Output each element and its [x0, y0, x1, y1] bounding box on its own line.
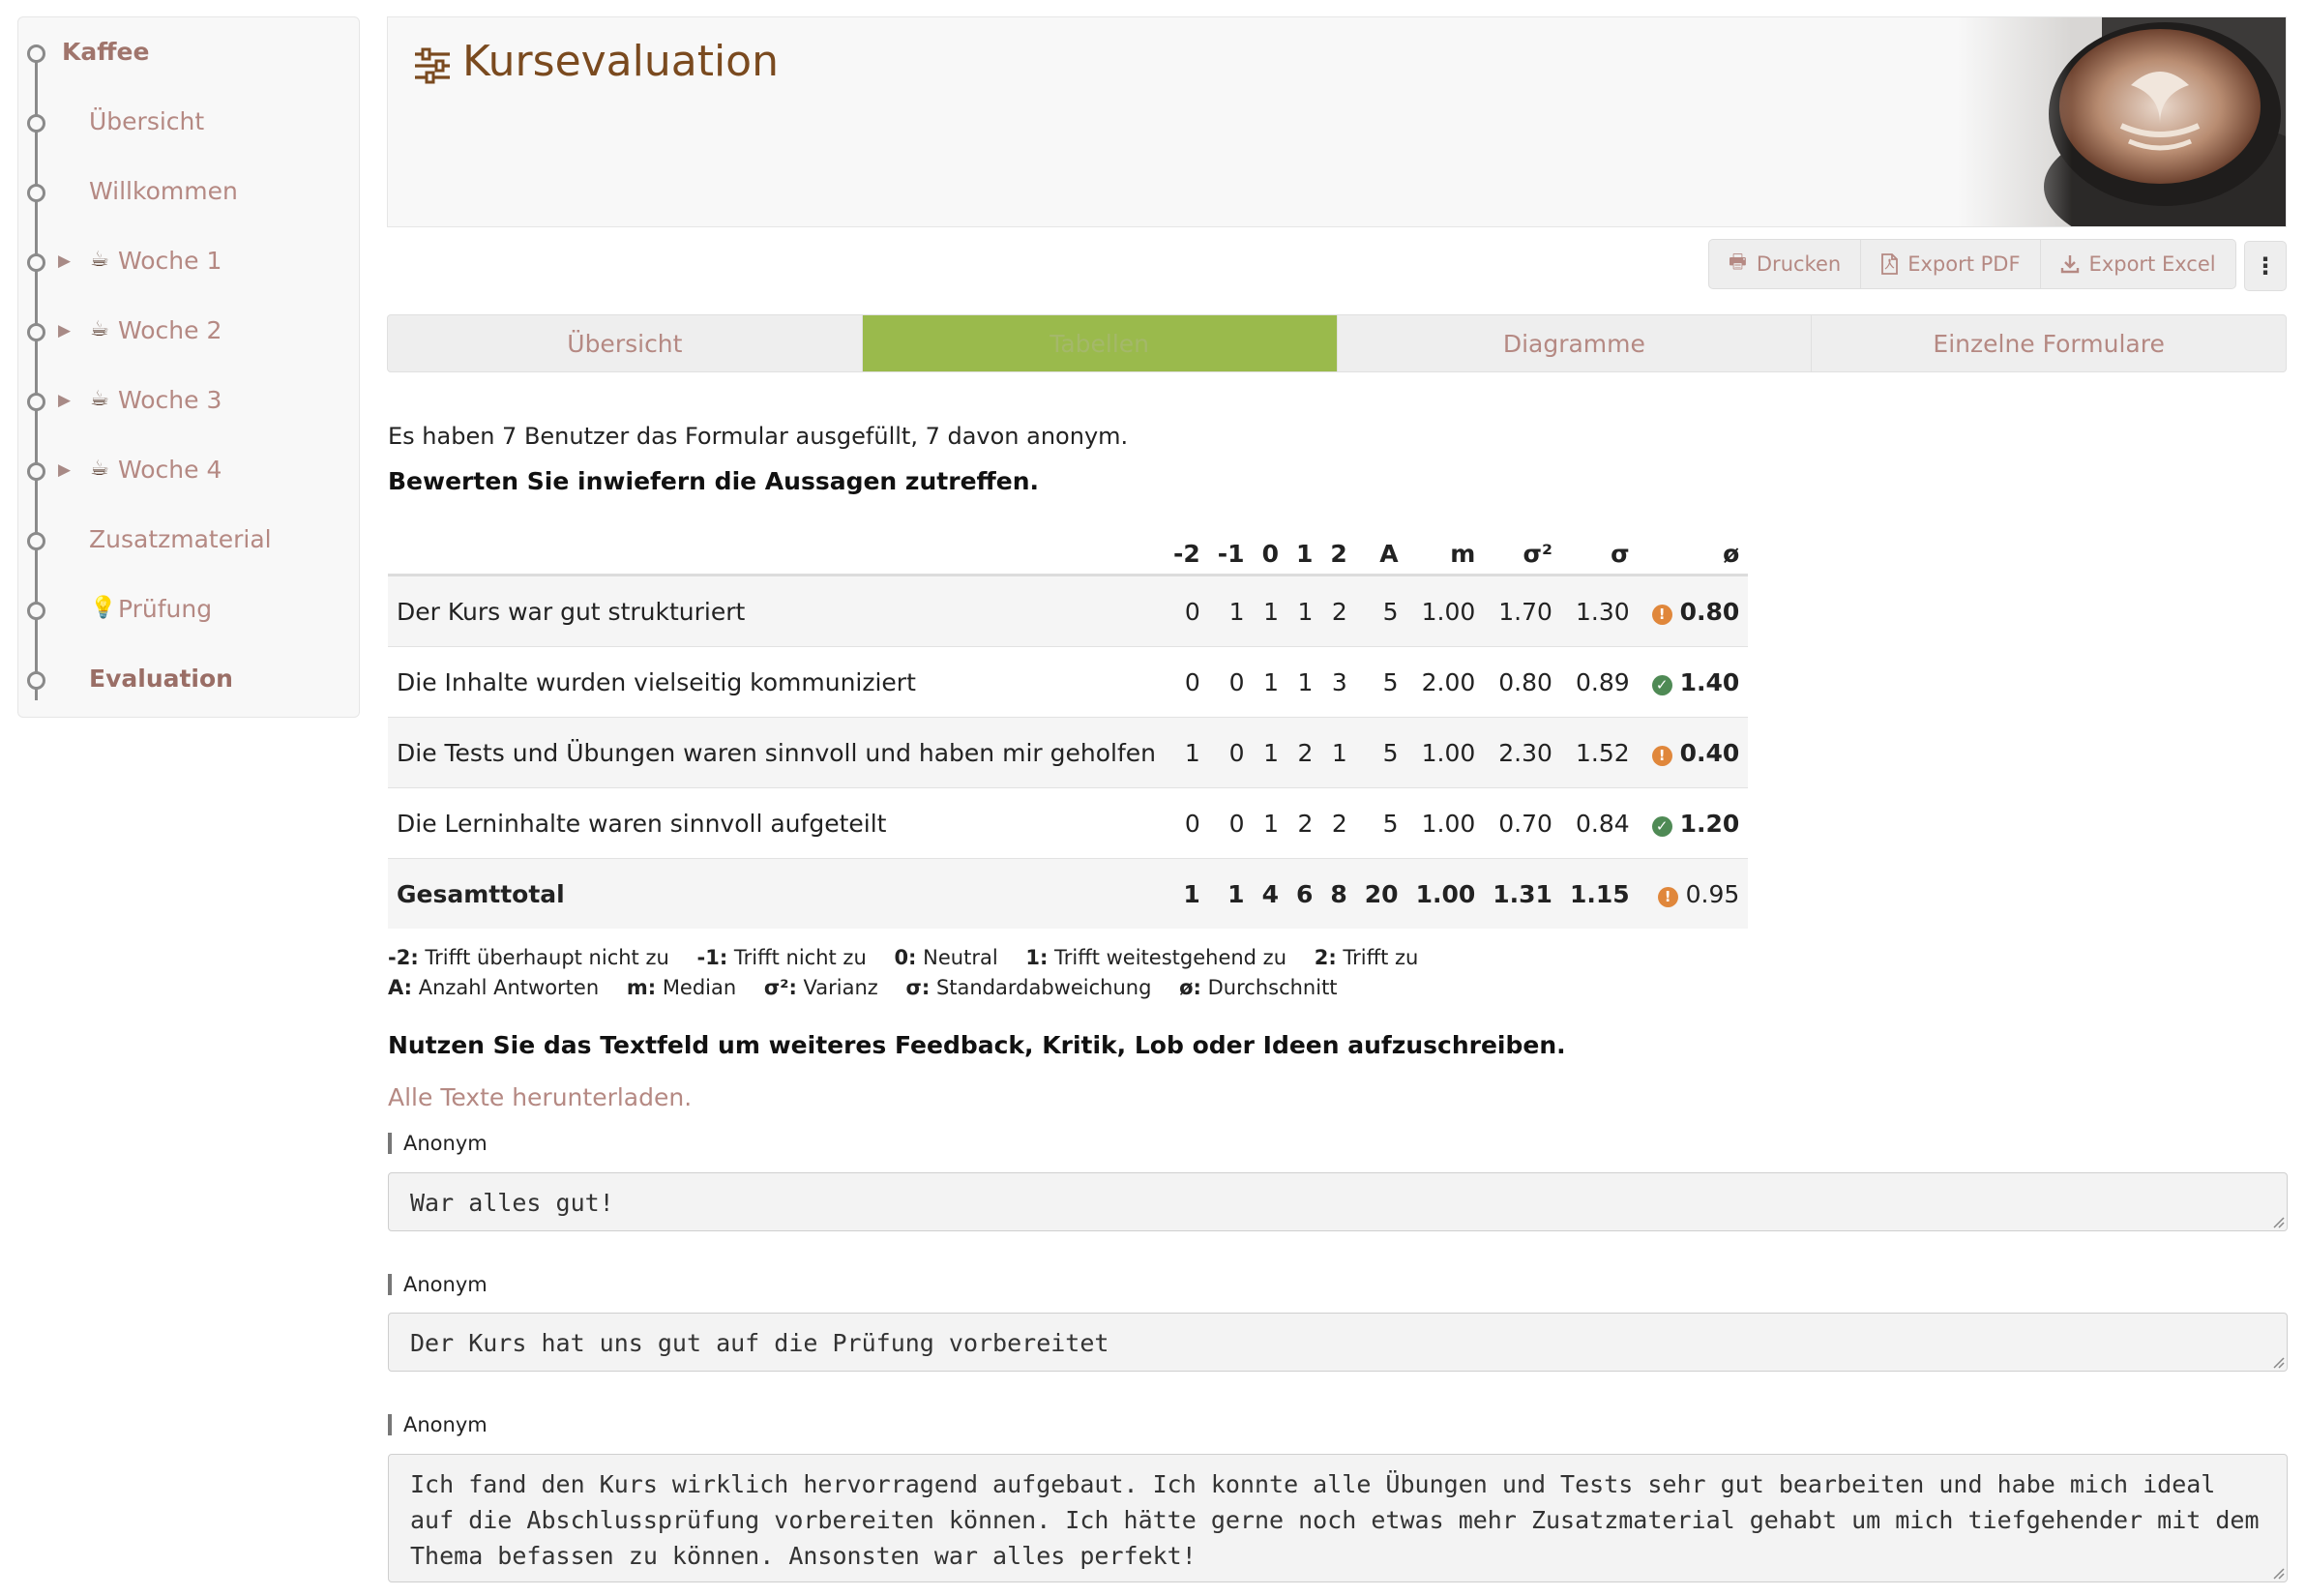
value-cell: 1.00 — [1407, 576, 1485, 647]
feedback-text: War alles gut! — [410, 1189, 614, 1217]
tab-tabellen[interactable]: Tabellen — [863, 314, 1338, 372]
sidebar-item-woche-3[interactable] — [18, 373, 359, 431]
statement-label: Die Lerninhalte waren sinnvoll aufgeteilt — [388, 788, 1165, 859]
sidebar-item-willkommen[interactable] — [18, 164, 359, 222]
average-cell — [1639, 647, 1749, 718]
feedback-textarea[interactable] — [388, 1313, 2288, 1372]
value-cell: 4 — [1254, 859, 1287, 930]
sidebar-item-label[interactable]: Übersicht — [89, 107, 205, 135]
caret-right-icon[interactable]: ▶ — [58, 460, 72, 480]
header-cell: -2 — [1165, 533, 1209, 576]
value-cell: 1 — [1287, 647, 1321, 718]
page-header — [387, 16, 2287, 227]
warning-icon: ! — [1652, 746, 1672, 766]
statement-label: Der Kurs war gut strukturiert — [388, 576, 1165, 647]
header-cell: m — [1407, 533, 1485, 576]
legend-line-stats — [388, 973, 1439, 1003]
value-cell: 1.70 — [1484, 576, 1561, 647]
table-legend — [388, 943, 1439, 1003]
view-tabs — [387, 314, 2287, 372]
page-title: Kursevaluation — [462, 37, 779, 86]
sidebar-item-label[interactable]: Evaluation — [89, 665, 233, 693]
legend-line-scale — [388, 943, 1439, 973]
feedback-author: Anonym — [388, 1414, 488, 1435]
average-value: 1.40 — [1679, 667, 1740, 696]
header-cell: -1 — [1209, 533, 1254, 576]
value-cell: 2 — [1287, 718, 1321, 788]
timeline-dot — [27, 323, 45, 341]
value-cell: 5 — [1356, 788, 1407, 859]
value-cell: 1 — [1321, 718, 1355, 788]
value-cell: 1.15 — [1561, 859, 1639, 930]
feedback-text: Der Kurs hat uns gut auf die Prüfung vorbereitet — [410, 1329, 1109, 1357]
sidebar-item-zusatzmaterial[interactable] — [18, 513, 359, 571]
header-cell: 0 — [1254, 533, 1287, 576]
value-cell: 5 — [1356, 576, 1407, 647]
print-label: Drucken — [1756, 252, 1842, 276]
vertical-ellipsis-icon: ⋮ — [2254, 252, 2277, 280]
header-cell: σ² — [1484, 533, 1561, 576]
coffee-cup-image — [1957, 17, 2286, 226]
value-cell: 1 — [1254, 788, 1287, 859]
average-value: 0.40 — [1679, 738, 1740, 767]
timeline-dot — [27, 184, 45, 202]
average-cell — [1639, 859, 1749, 930]
sidebar-item-label[interactable]: Willkommen — [89, 177, 238, 205]
sidebar-item-label[interactable]: Woche 1 — [118, 247, 222, 275]
timeline-dot — [27, 532, 45, 550]
download-icon — [2060, 254, 2080, 274]
sidebar-item-label[interactable]: Zusatzmaterial — [89, 525, 272, 553]
export-pdf-button[interactable] — [1861, 239, 2040, 289]
sidebar-item-label[interactable]: Prüfung — [118, 595, 213, 623]
feedback-text: Ich fand den Kurs wirklich hervorragend aufgebaut. Ich konnte alle Übungen und Tests sehr gut bearbeiten und habe mich ideal auf die Abschlussprüfung vorbereiten können. Ich hätte gerne noch etwas mehr Zusatzmaterial gehabt um mich tiefgehender mit dem Thema befassen zu können. Ansonsten war alles perfekt! — [410, 1470, 2260, 1570]
timeline-dot — [27, 44, 45, 63]
print-button[interactable] — [1708, 239, 1861, 289]
value-cell: 2.30 — [1484, 718, 1561, 788]
value-cell: 1 — [1209, 859, 1254, 930]
average-value: 0.95 — [1685, 879, 1740, 908]
average-value: 0.80 — [1679, 597, 1740, 626]
legend-item: -1: Trifft nicht zu — [696, 946, 867, 969]
printer-icon: 🖶 — [1729, 250, 1747, 273]
header-cell: ø — [1639, 533, 1749, 576]
value-cell: 1.00 — [1407, 788, 1485, 859]
timeline-dot — [27, 462, 45, 481]
sliders-icon — [413, 46, 452, 85]
tab-uebersicht[interactable]: Übersicht — [387, 314, 863, 372]
value-cell: 0.84 — [1561, 788, 1639, 859]
export-excel-button[interactable] — [2041, 239, 2236, 289]
check-circle-icon: ✓ — [1652, 816, 1672, 837]
course-sidebar — [17, 16, 360, 718]
value-cell: 1.00 — [1407, 859, 1485, 930]
caret-right-icon[interactable]: ▶ — [58, 391, 72, 410]
value-cell: 1 — [1254, 647, 1287, 718]
evaluation-table — [388, 533, 1748, 929]
table-row — [388, 576, 1748, 647]
value-cell: 0 — [1165, 647, 1209, 718]
coffee-cup-icon: ☕ — [90, 457, 109, 481]
value-cell: 5 — [1356, 718, 1407, 788]
coffee-cup-icon: ☕ — [90, 317, 109, 341]
export-toolbar — [1708, 239, 2236, 289]
header-label-cell — [388, 533, 1165, 576]
value-cell: 2 — [1321, 576, 1355, 647]
timeline-dot — [27, 253, 45, 272]
timeline-dot — [27, 602, 45, 620]
header-cell: σ — [1561, 533, 1639, 576]
warning-icon: ! — [1652, 605, 1672, 625]
value-cell: 1 — [1165, 718, 1209, 788]
resize-handle-icon[interactable] — [2271, 1355, 2285, 1369]
value-cell: 1.31 — [1484, 859, 1561, 930]
timeline-dot — [27, 393, 45, 411]
average-value: 1.20 — [1679, 809, 1740, 838]
table-total-row — [388, 859, 1748, 930]
value-cell: 0 — [1209, 647, 1254, 718]
value-cell: 0 — [1165, 576, 1209, 647]
value-cell: 1 — [1254, 576, 1287, 647]
resize-handle-icon[interactable] — [2271, 1215, 2285, 1228]
table-row — [388, 788, 1748, 859]
feedback-textarea[interactable] — [388, 1454, 2288, 1582]
value-cell: 0 — [1209, 718, 1254, 788]
resize-handle-icon[interactable] — [2271, 1566, 2285, 1580]
tab-einzelne-formulare[interactable]: Einzelne Formulare — [1812, 314, 2287, 372]
value-cell: 0.80 — [1484, 647, 1561, 718]
value-cell: 8 — [1321, 859, 1355, 930]
sidebar-item-woche-1[interactable] — [18, 234, 359, 292]
sidebar-item-kaffee[interactable] — [18, 25, 359, 83]
download-all-texts-link[interactable]: Alle Texte herunterladen. — [388, 1083, 693, 1111]
average-cell — [1639, 718, 1749, 788]
value-cell: 0 — [1165, 788, 1209, 859]
pdf-file-icon — [1880, 253, 1898, 275]
table-row — [388, 647, 1748, 718]
sidebar-item-label[interactable]: Woche 3 — [118, 386, 222, 414]
average-cell — [1639, 576, 1749, 647]
legend-item: 1: Trifft weitestgehend zu — [1025, 946, 1287, 969]
question-heading: Bewerten Sie inwiefern die Aussagen zutreffen. — [388, 467, 1040, 495]
timeline-dot — [27, 114, 45, 133]
sidebar-item-label[interactable]: Kaffee — [62, 38, 150, 66]
value-cell: 2.00 — [1407, 647, 1485, 718]
value-cell: 1.52 — [1561, 718, 1639, 788]
value-cell: 2 — [1321, 788, 1355, 859]
value-cell: 3 — [1321, 647, 1355, 718]
legend-item: -2: Trifft überhaupt nicht zu — [388, 946, 669, 969]
export-pdf-label: Export PDF — [1907, 252, 2021, 276]
value-cell: 0 — [1209, 788, 1254, 859]
header-cell: A — [1356, 533, 1407, 576]
timeline-dot — [27, 671, 45, 690]
header-cell: 2 — [1321, 533, 1355, 576]
feedback-author: Anonym — [388, 1274, 488, 1295]
feedback-question-heading: Nutzen Sie das Textfeld um weiteres Feedback, Kritik, Lob oder Ideen aufzuschreiben. — [388, 1031, 1566, 1059]
statement-label: Die Inhalte wurden vielseitig kommuniziert — [388, 647, 1165, 718]
statement-label: Die Tests und Übungen waren sinnvoll und haben mir geholfen — [388, 718, 1165, 788]
lightbulb-icon: 💡 — [90, 596, 117, 620]
caret-right-icon[interactable]: ▶ — [58, 321, 72, 340]
legend-item: σ: Standardabweichung — [905, 976, 1152, 999]
response-summary: Es haben 7 Benutzer das Formular ausgefüllt, 7 davon anonym. — [388, 423, 1129, 450]
coffee-cup-icon: ☕ — [90, 387, 109, 411]
value-cell: 20 — [1356, 859, 1407, 930]
sidebar-item-label[interactable]: Woche 2 — [118, 316, 222, 344]
value-cell: 0.70 — [1484, 788, 1561, 859]
legend-item: σ²: Varianz — [763, 976, 878, 999]
sidebar-item-evaluation[interactable] — [18, 652, 359, 710]
value-cell: 1 — [1287, 576, 1321, 647]
header-cell: 1 — [1287, 533, 1321, 576]
value-cell: 1 — [1209, 576, 1254, 647]
caret-right-icon[interactable]: ▶ — [58, 251, 72, 271]
sidebar-item-label[interactable]: Woche 4 — [118, 456, 222, 484]
table-header-row — [388, 533, 1748, 576]
value-cell: 6 — [1287, 859, 1321, 930]
check-circle-icon: ✓ — [1652, 675, 1672, 695]
feedback-textarea[interactable] — [388, 1172, 2288, 1231]
legend-item: A: Anzahl Antworten — [388, 976, 600, 999]
sidebar-item-woche-4[interactable] — [18, 443, 359, 501]
tab-diagramme[interactable]: Diagramme — [1338, 314, 1813, 372]
value-cell: 1 — [1165, 859, 1209, 930]
value-cell: 1.00 — [1407, 718, 1485, 788]
legend-item: m: Median — [626, 976, 737, 999]
legend-item: 2: Trifft zu — [1314, 946, 1419, 969]
value-cell: 2 — [1287, 788, 1321, 859]
coffee-cup-icon: ☕ — [90, 248, 109, 272]
total-label: Gesamttotal — [388, 859, 1165, 930]
legend-item: ø: Durchschnitt — [1179, 976, 1338, 999]
sidebar-item-pruefung[interactable] — [18, 582, 359, 640]
sidebar-item-uebersicht[interactable] — [18, 95, 359, 153]
legend-item: 0: Neutral — [894, 946, 998, 969]
sidebar-item-woche-2[interactable] — [18, 304, 359, 362]
value-cell: 1 — [1254, 718, 1287, 788]
export-excel-label: Export Excel — [2088, 252, 2216, 276]
more-options-button[interactable] — [2244, 241, 2287, 291]
value-cell: 0.89 — [1561, 647, 1639, 718]
feedback-author: Anonym — [388, 1133, 488, 1154]
value-cell: 5 — [1356, 647, 1407, 718]
table-row — [388, 718, 1748, 788]
average-cell — [1639, 788, 1749, 859]
warning-icon: ! — [1658, 887, 1678, 907]
value-cell: 1.30 — [1561, 576, 1639, 647]
